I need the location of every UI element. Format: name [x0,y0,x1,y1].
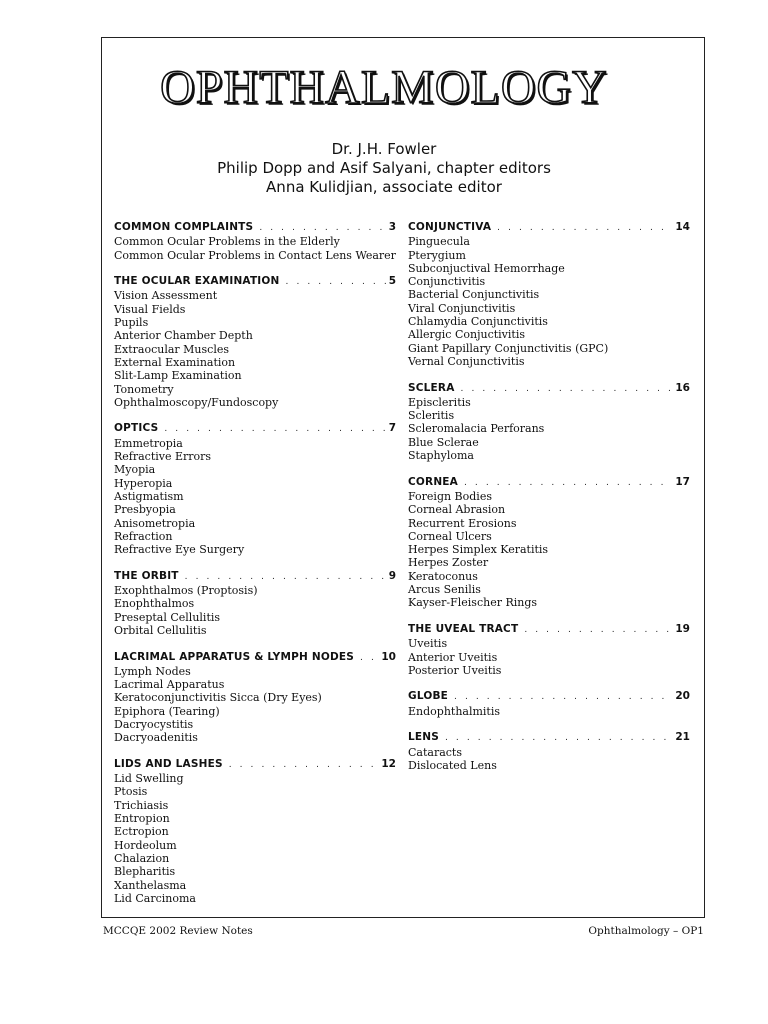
toc-section-heading[interactable] [408,731,690,745]
toc-item[interactable]: Anterior Uveitis [408,650,498,664]
toc-page-number: 3 [388,221,396,233]
toc-dot-leader [259,222,385,235]
toc-heading-label: THE OCULAR EXAMINATION [114,275,280,288]
toc-section-heading[interactable] [408,382,690,396]
toc-item[interactable]: Enophthalmos [114,597,195,611]
toc-dot-leader [464,477,672,490]
toc-section [114,221,396,262]
toc-page-number: 20 [675,690,690,703]
toc-item[interactable]: Hyperopia [114,476,173,490]
chapter-editors-line: Philip Dopp and Asif Salyani, chapter editors [217,159,551,177]
toc-section-heading[interactable] [408,690,690,704]
toc-item[interactable]: Viral Conjunctivitis [408,301,516,315]
toc-item[interactable]: Lymph Nodes [114,664,191,678]
toc-dot-leader [461,383,673,396]
toc-right-column [408,221,690,785]
toc-dot-leader [524,624,672,637]
toc-item[interactable]: Chalazion [114,851,170,865]
toc-dot-leader [164,423,385,436]
footer-source: MCCQE 2002 Review Notes [103,925,253,937]
toc-item[interactable]: Pterygium [408,248,466,262]
toc-item[interactable]: Scleromalacia Perforans [408,422,545,436]
toc-item[interactable]: Keratoconus [408,569,478,583]
toc-item[interactable]: Ophthalmoscopy/Fundoscopy [114,395,279,409]
toc-section [408,476,690,610]
toc-item[interactable]: Scleritis [408,409,455,423]
toc-section-heading[interactable] [408,623,690,637]
toc-item[interactable]: Myopia [114,463,156,477]
toc-left-column [114,221,396,918]
toc-section [114,758,396,905]
toc-heading-label: LENS [408,731,440,744]
toc-page-number: 12 [381,757,396,770]
toc-item[interactable]: Refraction [114,529,173,543]
toc-item[interactable]: Corneal Ulcers [408,529,492,543]
toc-heading-label: LIDS AND LASHES [114,757,223,770]
toc-item[interactable]: Allergic Conjuctivitis [408,328,525,342]
toc-item[interactable]: Xanthelasma [114,878,187,892]
toc-page-number: 19 [675,622,690,635]
toc-item[interactable]: Refractive Errors [114,450,212,464]
toc-item[interactable]: Anisometropia [114,516,196,530]
toc-item[interactable]: Arcus Senilis [408,583,481,597]
toc-dot-leader [445,732,672,745]
toc-section-heading[interactable] [114,422,396,436]
toc-item[interactable]: Common Ocular Problems in the Elderly [114,235,340,249]
toc-section [408,623,690,677]
toc-item[interactable]: Herpes Simplex Keratitis [408,543,549,557]
toc-item[interactable]: Kayser-Fleischer Rings [408,596,538,610]
toc-heading-label: THE UVEAL TRACT [408,622,519,635]
toc-section [408,382,690,463]
toc-heading-label: THE ORBIT [114,569,179,582]
toc-section [114,570,396,637]
toc-item[interactable]: Bacterial Conjunctivitis [408,288,540,302]
footer-page-id: Ophthalmology – OP1 [588,925,704,937]
toc-page-number: 5 [388,275,396,288]
toc-section [114,275,396,409]
toc-item[interactable]: Common Ocular Problems in Contact Lens Wearer [114,248,396,262]
toc-page-number: 16 [675,381,690,394]
toc-heading-label: GLOBE [408,690,449,703]
toc-heading-label: OPTICS [114,422,159,435]
toc-section [408,690,690,718]
toc-item[interactable]: Dacryoadenitis [114,731,198,745]
toc-item[interactable]: Chlamydia Conjunctivitis [408,315,548,329]
toc-item[interactable]: Presbyopia [114,503,176,517]
toc-section-heading[interactable] [114,221,396,235]
toc-heading-label: LACRIMAL APPARATUS & LYMPH NODES [114,650,355,663]
toc-page-number: 17 [675,475,690,488]
toc-item[interactable]: Refractive Eye Surgery [114,543,245,557]
toc-heading-label: COMMON COMPLAINTS [114,221,254,233]
toc-dot-leader [454,691,672,704]
toc-item[interactable]: Ectropion [114,825,169,839]
toc-page-number: 7 [388,422,396,435]
toc-heading-label: SCLERA [408,381,455,394]
toc-item[interactable]: Staphyloma [408,449,474,463]
author-line: Dr. J.H. Fowler [331,140,437,158]
toc-section-heading[interactable] [114,570,396,584]
toc-page-number: 21 [675,731,690,744]
toc-item[interactable]: Orbital Cellulitis [114,623,207,637]
toc-section-heading[interactable] [114,275,396,289]
toc-item[interactable]: Posterior Uveitis [408,663,502,677]
toc-item[interactable]: Visual Fields [114,302,186,316]
toc-item[interactable]: Lid Swelling [114,772,184,786]
toc-item[interactable]: Endophthalmitis [408,704,501,718]
toc-item[interactable]: External Examination [114,355,236,369]
toc-section [114,422,396,556]
toc-item[interactable]: Exophthalmos (Proptosis) [114,584,258,598]
page-title: OPHTHALMOLOGY [160,61,608,114]
toc-item[interactable]: Episcleritis [408,395,471,409]
toc-item[interactable]: Lid Carcinoma [114,891,196,905]
toc-item[interactable]: Subconjuctival Hemorrhage [408,261,565,275]
toc-item[interactable]: Anterior Chamber Depth [114,329,253,343]
toc-page-number: 10 [381,650,396,663]
toc-item[interactable]: Pupils [114,316,149,330]
toc-section-heading[interactable] [114,758,396,772]
toc-item[interactable]: Preseptal Cellulitis [114,610,221,624]
toc-item[interactable]: Cataracts [408,745,462,759]
toc-heading-label: CORNEA [408,475,459,488]
toc-item[interactable]: Dacryocystitis [114,717,194,731]
toc-item[interactable]: Trichiasis [114,798,169,812]
toc-section [114,651,396,745]
toc-dot-leader [497,222,672,235]
toc-item[interactable]: Keratoconjunctivitis Sicca (Dry Eyes) [114,691,322,705]
toc-item[interactable]: Vernal Conjunctivitis [408,354,525,368]
toc-item[interactable]: Foreign Bodies [408,489,492,503]
toc-item[interactable]: Ptosis [114,785,148,799]
toc-section-heading[interactable] [408,476,690,490]
toc-section-heading[interactable] [114,651,396,665]
toc-item[interactable]: Uveitis [408,637,448,651]
toc-item[interactable]: Blepharitis [114,865,176,879]
toc-item[interactable]: Extraocular Muscles [114,342,229,356]
toc-item[interactable]: Epiphora (Tearing) [114,704,220,718]
toc-item[interactable]: Herpes Zoster [408,556,489,570]
toc-item[interactable]: Entropion [114,812,170,826]
toc-item[interactable]: Tonometry [114,382,174,396]
toc-dot-leader [229,759,379,772]
toc-item[interactable]: Slit-Lamp Examination [114,369,242,383]
credits [0,140,768,197]
toc-page-number: 9 [388,569,396,582]
toc-item[interactable]: Lacrimal Apparatus [114,678,225,692]
toc-section-heading[interactable] [408,221,690,235]
toc-item[interactable]: Astigmatism [114,489,184,503]
toc-item[interactable]: Pinguecula [408,235,470,249]
toc-item[interactable]: Emmetropia [114,436,183,450]
associate-editor-line: Anna Kulidjian, associate editor [266,178,502,196]
toc-item[interactable]: Recurrent Erosions [408,516,517,530]
toc-page-number: 14 [675,221,690,233]
toc-item[interactable]: Corneal Abrasion [408,503,506,517]
toc-dot-leader [360,652,378,665]
toc-heading-label: CONJUNCTIVA [408,221,492,233]
toc-item[interactable]: Giant Papillary Conjunctivitis (GPC) [408,341,609,355]
toc-item[interactable]: Vision Assessment [114,289,218,303]
toc-section [408,731,690,772]
toc-item[interactable]: Dislocated Lens [408,758,497,772]
toc-dot-leader [286,276,386,289]
toc-item[interactable]: Blue Sclerae [408,435,479,449]
toc-item[interactable]: Conjunctivitis [408,275,486,289]
toc-section [408,221,690,368]
toc-dot-leader [185,571,386,584]
toc-item[interactable]: Hordeolum [114,838,177,852]
